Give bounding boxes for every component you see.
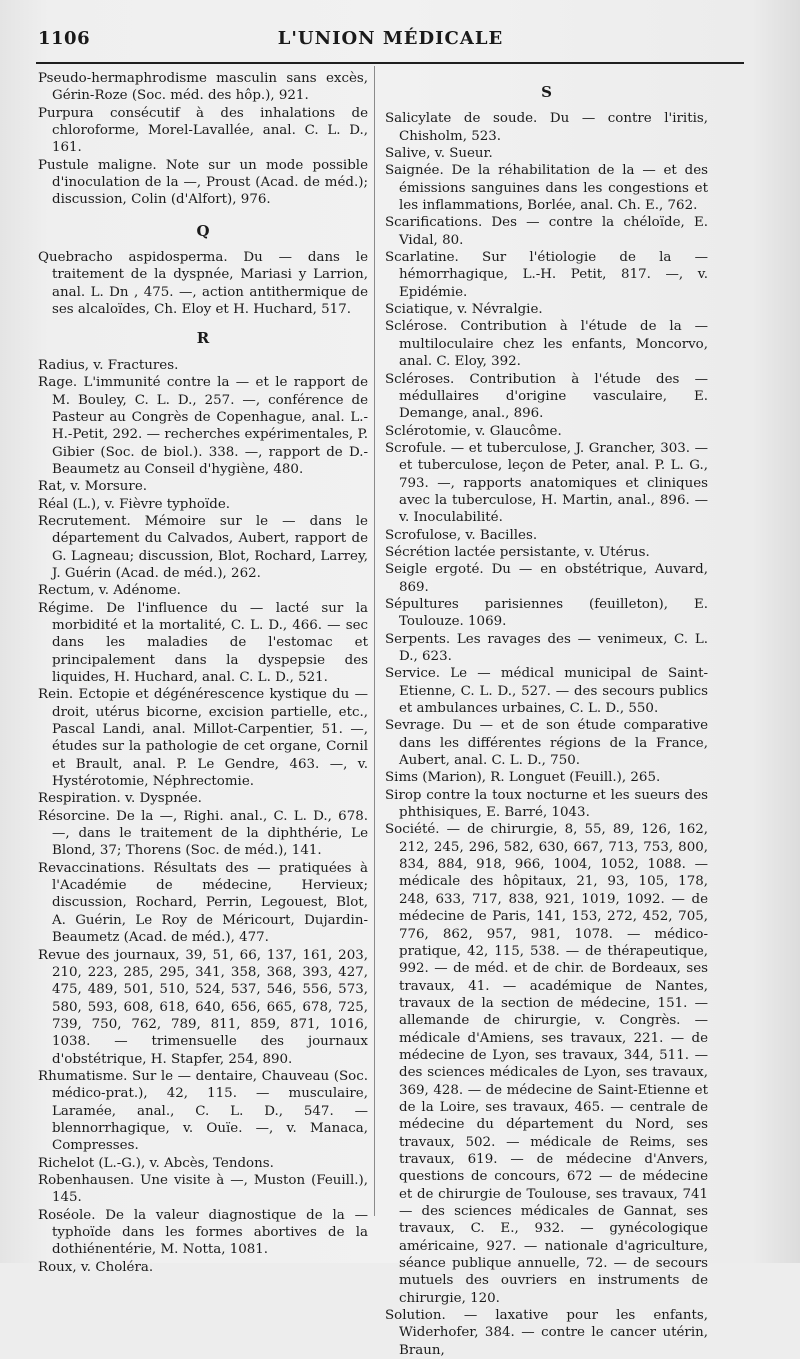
index-entry: Sims (Marion), R. Longuet (Feuill.), 265.: [385, 770, 661, 786]
section-letter-r: R: [196, 329, 210, 348]
index-entry: Revue des journaux, 39, 51, 66, 137, 161, 203, 210, 223, 285, 295, 341, 358, 368, 393, 427, 475, 489, 501, 510, 524, 537, 546, 556, 573, 580, 593, 608, 618, 640, 656, 665, 678, 725, 739, 750, 762, 789, 811, 859, 871, 1016, 1038. — trimensuelle des journaux d'obstétrique, H. Stapfer, 254, 890.: [38, 947, 368, 1067]
index-entry: Robenhausen. Une visite à —, Muston (Feuill.), 145.: [38, 1172, 368, 1206]
index-entry: Radius, v. Fractures.: [38, 357, 179, 373]
index-entry: Sirop contre la toux nocturne et les sueurs des phthisiques, E. Barré, 1043.: [385, 787, 708, 821]
index-entry: Rectum, v. Adénome.: [38, 583, 181, 599]
index-entry: Sépultures parisiennes (feuilleton), E. Toulouze. 1069.: [385, 596, 708, 630]
index-entry: Serpents. Les ravages des — venimeux, C. L. D., 623.: [385, 631, 708, 664]
index-entry: Rein. Ectopie et dégénérescence kystique du — droit, utérus bicorne, excision partielle, etc., Pascal Landi, anal. Millot-Carpentier, 51. —, études sur la pathologie de cet organe, Cornil et Brault, anal. P. Le Gendre, 463. —, v. Hystérotomie, Néphrectomie.: [38, 687, 368, 790]
index-entry: Roux, v. Choléra.: [38, 1259, 154, 1275]
index-entry: Salive, v. Sueur.: [385, 146, 493, 162]
section-letter-s: S: [541, 83, 552, 101]
index-entry: Résorcine. De la —, Righi. anal., C. L. D., 678. —, dans le traitement de la diphthérie, Le Blond, 37; Thorens (Soc. de méd.), 141.: [38, 808, 368, 859]
index-entry: Sevrage. Du — et de son étude comparative dans les différentes régions de la France, Aubert, anal. C. L. D., 750.: [385, 718, 708, 769]
index-entry: Saignée. De la réhabilitation de la — et des émissions sanguines dans les congestions et les inflammations, Borlée, anal. Ch. E., 762.: [385, 163, 708, 214]
header-rule: [36, 62, 744, 64]
index-entry: Régime. De l'influence du — lacté sur la morbidité et la mortalité, C. L. D., 466. — sec dans les maladies de l'estomac et principalement dans la dyspepsie des liquides, H. Huchard, anal. C. L. D., 521.: [38, 600, 368, 685]
entries-p: [38, 70, 368, 209]
index-entry: Scarifications. Des — contre la chéloïde, E. Vidal, 80.: [385, 215, 708, 248]
index-entry: Rhumatisme. Sur le — dentaire, Chauveau (Soc. médico-prat.), 42, 115. — musculaire, Laramée, anal., C. L. D., 547. — blennorrhagique, v. Ouïe. —, v. Manaca, Compresses.: [38, 1068, 368, 1154]
index-entry: Service. Le — médical municipal de Saint-Etienne, C. L. D., 527. — des secours publics et ambulances urbaines, C. L. D., 550.: [385, 666, 708, 717]
index-entry: Société. — de chirurgie, 8, 55, 89, 126, 162, 212, 245, 296, 582, 630, 667, 713, 753, 800, 834, 884, 918, 966, 1004, 1052, 1088. — médicale des hôpitaux, 21, 93, 105, 178, 248, 633, 717, 838, 921, 1019, 1092. — de médecine de Paris, 141, 153, 272, 452, 705, 776, 862, 957, 981, 1078. — médico-pratique, 42, 115, 538. — de thérapeutique, 992. — de méd. et de chir. de Bordeaux, ses travaux, 41. — académique de Nantes, travaux de la section de médecine, 151. — allemande de chirurgie, v. Congrès. — médicale d'Amiens, ses travaux, 221. — de médecine de Lyon, ses travaux, 344, 511. — des sciences médicales de Lyon, ses travaux, 369, 428. — de médecine de Saint-Etienne et de la Loire, ses travaux, 465. — centrale de médecine du département du Nord, ses travaux, 502. — médicale de Reims, ses travaux, 619. — de médecine d'Anvers, questions de concours, 672 — de médecine et de chirurgie de Toulouse, ses travaux, 741 — des sciences médicales de Gannat, ses travaux, C. E., 932. — gynécologique américaine, 927. — nationale d'agriculture, séance publique annuelle, 72. — de secours mutuels des ouvriers en instruments de chirurgie, 120.: [385, 822, 708, 1306]
index-entry: Pseudo-hermaphrodisme masculin sans excès, Gérin-Roze (Soc. méd. des hôp.), 921.: [38, 71, 368, 104]
index-entry: Rage. L'immunité contre la — et le rapport de M. Bouley, C. L. D., 257. —, conférence de Pasteur au Congrès de Copenhague, anal. L.-H.-Petit, 292. — recherches expérimentales, P. Gibier (Soc. de biol.). 338. —, rapport de D.-Beaumetz au Conseil d'hygiène, 480.: [38, 375, 368, 477]
index-entry: Richelot (L.-G.), v. Abcès, Tendons.: [38, 1155, 274, 1171]
entries-r: [38, 357, 368, 1276]
index-entry: Scléroses. Contribution à l'étude des — médullaires d'origine vasculaire, E. Demange, anal., 896.: [385, 371, 708, 422]
journal-title: L'UNION MÉDICALE: [277, 28, 504, 49]
index-entry: Salicylate de soude. Du — contre l'iritis, Chisholm, 523.: [385, 111, 708, 144]
index-entry: Sclérotomie, v. Glaucôme.: [385, 423, 562, 439]
index-entry: Réal (L.), v. Fièvre typhoïde.: [38, 496, 231, 512]
page-header: [38, 26, 743, 56]
index-entry: Rat, v. Morsure.: [38, 479, 148, 495]
index-entry: Solution. — laxative pour les enfants, Widerhofer, 384. — contre le cancer utérin, Braun,: [385, 1308, 708, 1358]
index-entry: Pustule maligne. Note sur un mode possible d'inoculation de la —, Proust (Acad. de méd.); discussion, Colin (d'Alfort), 976.: [38, 157, 368, 208]
index-entry: Sécrétion lactée persistante, v. Utérus.: [385, 544, 650, 560]
index-entry: Quebracho aspidosperma. Du — dans le traitement de la dyspnée, Mariasi y Larrion, anal. L. Dn , 475. —, action antithermique de ses alcaloïdes, Ch. Eloy et H. Huchard, 517.: [38, 250, 368, 318]
index-entry: Sclérose. Contribution à l'étude de la — multiloculaire chez les enfants, Moncorvo, anal. C. Eloy, 392.: [385, 319, 708, 370]
right-column: [385, 70, 708, 1359]
left-column: [38, 70, 368, 1276]
index-entry: Purpura consécutif à des inhalations de chloroforme, Morel-Lavallée, anal. C. L. D., 161.: [38, 105, 368, 156]
index-entry: Seigle ergoté. Du — en obstétrique, Auvard, 869.: [385, 562, 708, 595]
section-letter-q: Q: [196, 221, 210, 240]
index-entry: Revaccinations. Résultats des — pratiquées à l'Académie de médecine, Hervieux; discussion, Rochard, Perrin, Legouest, Blot, A. Guérin, Le Roy de Méricourt, Dujardin-Beaumetz (Acad. de méd.), 477.: [38, 860, 368, 946]
index-entry: Recrutement. Mémoire sur le — dans le département du Calvados, Aubert, rapport de G. Lagneau; discussion, Blot, Rochard, Larrey, J. Guérin (Acad. de méd.), 262.: [38, 513, 368, 581]
index-entry: Scrofulose, v. Bacilles.: [385, 527, 538, 543]
entries-q: [38, 249, 368, 318]
page-number: 1106: [38, 28, 91, 49]
column-divider: [374, 66, 375, 1216]
entries-s: [385, 110, 708, 1359]
index-entry: Respiration. v. Dyspnée.: [38, 791, 202, 807]
index-entry: Scrofule. — et tuberculose, J. Grancher, 303. — et tuberculose, leçon de Peter, anal. P. L. G., 793. —, rapports anatomiques et cliniques avec la tuberculose, H. Martin, anal., 896. — v. Inoculabilité.: [385, 440, 708, 526]
index-entry: Roséole. De la valeur diagnostique de la — typhoïde dans les formes abortives de la dothiénentérie, M. Notta, 1081.: [38, 1207, 368, 1258]
index-entry: Scarlatine. Sur l'étiologie de la — hémorrhagique, L.-H. Petit, 817. —, v. Epidémie.: [385, 250, 708, 300]
index-entry: Sciatique, v. Névralgie.: [385, 302, 543, 318]
